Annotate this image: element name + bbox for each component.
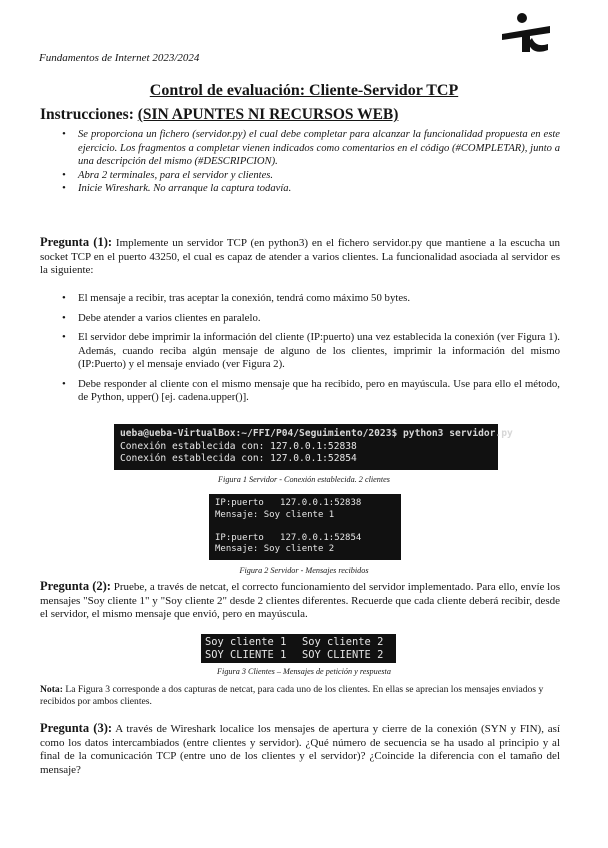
- terminal-line: Conexión establecida con: 127.0.0.1:52854: [120, 453, 357, 464]
- terminal-line: Mensaje: Soy cliente 1: [215, 509, 335, 520]
- instructions-heading: [40, 106, 398, 124]
- instructions-emphasis: (SIN APUNTES NI RECURSOS WEB): [137, 106, 399, 123]
- question-3-label: Pregunta (3):: [40, 721, 113, 735]
- terminal-line: Mensaje: Soy cliente 2: [215, 544, 335, 554]
- terminal-line: IP:puerto 127.0.0.1:52854: [215, 532, 362, 543]
- question-2-text: Pruebe, a través de netcat, el correcto funcionamiento del servidor implementado. Para ello, envíe los mensajes "Soy cliente 1" y "Soy cliente 2" desde 2 clientes diferentes. Recuerde que cada cliente deberá recibir, desde el servidor, el mismo mensaje que envió, pero en mayúscula.: [40, 581, 561, 621]
- note-text: La Figura 3 corresponde a dos capturas de netcat, para cada uno de los clientes. En ellas se aprecian los mensajes enviados y recibidos por ambos clientes.: [40, 684, 544, 707]
- figure-1-caption: Figura 1 Servidor - Conexión establecida. 2 clientes: [218, 475, 390, 484]
- terminal-line: Soy cliente 2: [302, 636, 384, 648]
- requirement-item: • Debe atender a varios clientes en paralelo.: [40, 312, 560, 326]
- terminal-line: IP:puerto 127.0.0.1:52838: [215, 498, 362, 508]
- figure-3-client-2: [298, 634, 396, 663]
- instructions-label: Instrucciones:: [40, 106, 134, 123]
- instruction-item: • Inicie Wireshark. No arranque la captura todavía.: [40, 182, 560, 196]
- requirement-item: • El mensaje a recibir, tras aceptar la conexión, tendrá como máximo 50 bytes.: [40, 292, 560, 306]
- terminal-line: SOY CLIENTE 1: [205, 648, 287, 661]
- note: [40, 684, 560, 708]
- instruction-item: • Abra 2 terminales, para el servidor y clientes.: [40, 169, 560, 183]
- figure-2-caption: Figura 2 Servidor - Mensajes recibidos: [239, 566, 369, 575]
- university-logo-icon: [496, 12, 556, 56]
- page-title: Control de evaluación: Cliente-Servidor TCP: [149, 82, 459, 99]
- terminal-line: Soy cliente 1: [205, 636, 287, 648]
- instruction-item: • Se proporciona un fichero (servidor.py) el cual debe completar para alcanzar la funcionalidad propuesta en este ejercicio. Los fragmentos a completar vienen indicados como comentarios en el código (#COMPLETAR), junto a una descripción del mismo (#DESCRIPCION).: [40, 128, 560, 169]
- figure-3-client-1: [201, 634, 301, 663]
- question-1-label: Pregunta (1):: [40, 235, 113, 249]
- question-1: [40, 236, 560, 278]
- terminal-line: ueba@ueba-VirtualBox:~/FFI/P04/Seguimiento/2023$ python3 servidor.py: [120, 428, 513, 439]
- requirement-item: • Debe responder al cliente con el mismo mensaje que ha recibido, pero en mayúscula. Use para ello el método, de Python, upper() [ej. cadena.upper()].: [40, 378, 560, 405]
- figure-1-terminal: [114, 424, 513, 470]
- terminal-line: SOY CLIENTE 2: [302, 648, 384, 661]
- figure-2-terminal: [209, 494, 401, 560]
- figure-3-caption: Figura 3 Clientes – Mensajes de petición y respuesta: [217, 667, 391, 676]
- question-1-text: Implemente un servidor TCP (en python3) en el fichero servidor.py que mantiene a la escucha un socket TCP en el puerto 43250, el cual es capaz de atender a varios clientes. La funcionalidad asociada al servidor es la siguiente:: [40, 237, 561, 277]
- terminal-line: Conexión establecida con: 127.0.0.1:52838: [120, 440, 357, 452]
- question-2: [40, 580, 560, 622]
- question-3: [40, 722, 560, 777]
- instructions-list: [40, 128, 560, 196]
- requirement-item: • El servidor debe imprimir la información del cliente (IP:puerto) una vez establecida la conexión (ver Figura 1). Además, cuando reciba algún mensaje de alguno de los clientes, imprimir la información del mismo (IP:Puerto) y el mensaje enviado (ver Figura 2).: [40, 331, 560, 372]
- question-1-requirements: [40, 292, 560, 411]
- question-3-text: A través de Wireshark localice los mensajes de apertura y cierre de la conexión (SYN y FIN), así como los datos intercambiados (entre clientes y servidor). ¿Qué número de secuencia se ha usado al principio y al final de la comunicación TCP (entre uno de los clientes y el servidor)? ¿Coincide la diferencia con el tamaño del mensaje?: [40, 723, 561, 776]
- question-2-label: Pregunta (2):: [40, 579, 111, 593]
- note-label: Nota:: [40, 684, 63, 695]
- course-header: Fundamentos de Internet 2023/2024: [39, 52, 200, 64]
